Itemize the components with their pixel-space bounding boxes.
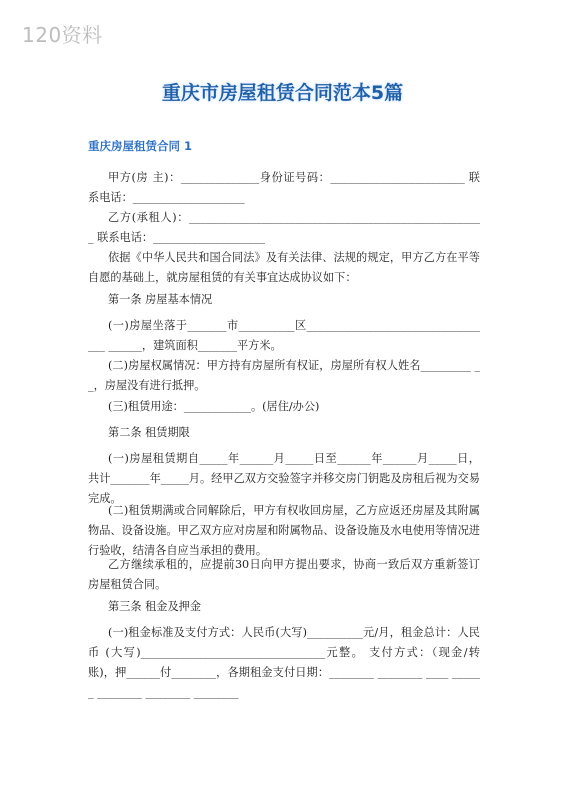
intro-paragraph: 依据《中华人民共和国合同法》及有关法律、法规的规定，甲方乙方在平等自愿的基础上，就房屋租赁的有关事宜达成协议如下：: [88, 251, 480, 284]
clause-1-2: (二)房屋权属情况：甲方持有房屋所有权证，房屋所有权人姓名_________ __，房屋没有进行抵押。: [88, 359, 480, 392]
watermark-logo: 120资料: [22, 23, 103, 47]
document-title: 重庆市房屋租赁合同范本5篇: [161, 82, 404, 104]
article-3-heading: 第三条 租金及押金: [108, 600, 202, 613]
party-a-line: 甲方(房 主)：______________身份证号码：________________________ 联系电话：____________________: [88, 171, 480, 204]
clause-1-1: (一)房屋坐落于_______市__________区__________________________________ ______，建筑面积_______平方米。: [88, 319, 480, 352]
clause-3-1: (一)租金标准及支付方式：人民币(大写)__________元/月，租金总计：人民币 (大写)_________________________________元整。 支付方式：（现金/转账)，押______付________，各期租金支付日期：________ ________ ____ ______ ________ ________ ________: [88, 626, 480, 699]
article-2-heading: 第二条 租赁期限: [108, 426, 190, 439]
article-1-heading: 第一条 房屋基本情况: [108, 293, 213, 306]
clause-2-1: (一)房屋租赁期自_____年______月_____日至______年______月_____日，共计_______年_____月。经甲乙双方交验签字并移交房门钥匙及房租后视为交易完成。: [88, 452, 480, 505]
clause-1-3: (三)租赁用途：____________。(居住/办公): [108, 400, 320, 413]
clause-2-2: (二)租赁期满或合同解除后，甲方有权收回房屋，乙方应返还房屋及其附属物品、设备设施。甲乙双方应对房屋和附属物品、设备设施及水电使用等情况进行验收，结清各自应当承担的费用。: [88, 504, 480, 557]
party-b-line: 乙方(承租人)：_____________________________________________________ 联系电话：____________________: [88, 211, 480, 244]
renewal-paragraph: 乙方继续承租的，应提前30日向甲方提出要求，协商一致后双方重新签订房屋租赁合同。: [88, 558, 480, 591]
section-heading: 重庆房屋租赁合同 1: [88, 139, 193, 153]
